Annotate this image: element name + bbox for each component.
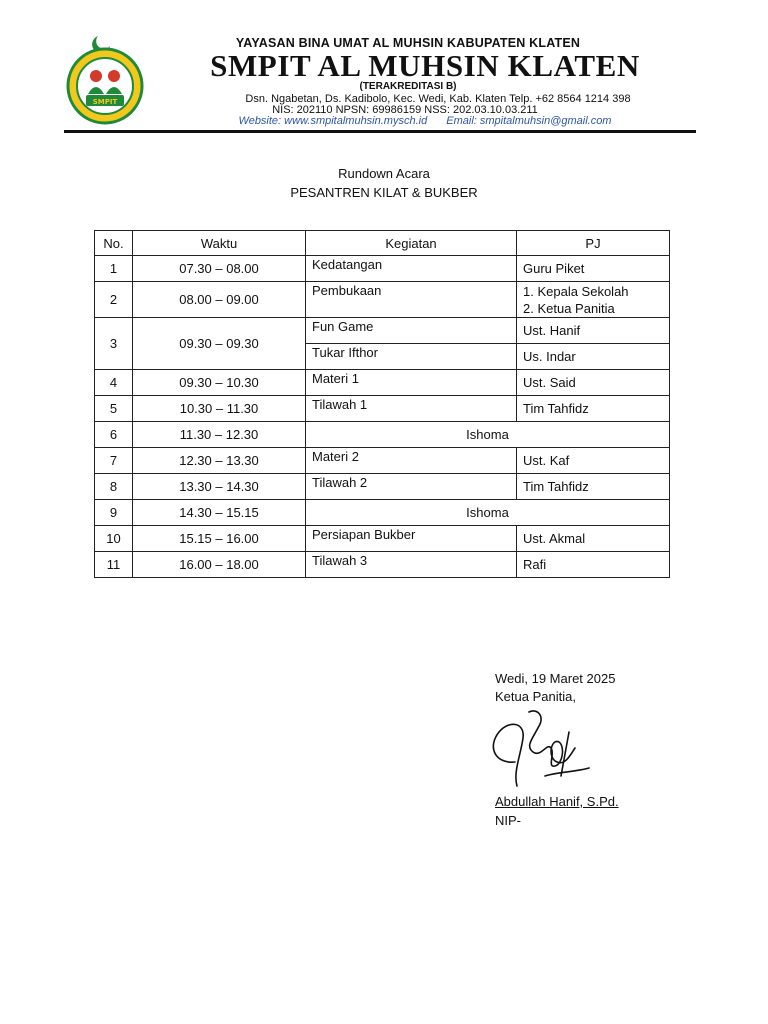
table-row <box>95 256 670 282</box>
school-address: Dsn. Ngabetan, Ds. Kadibolo, Kec. Wedi, Kab. Klaten Telp. +62 8564 1214 398 <box>245 93 631 105</box>
school-logo <box>64 32 146 126</box>
row-no: 4 <box>95 370 133 396</box>
rundown-table <box>94 230 670 578</box>
letterhead <box>0 0 768 140</box>
row-pic: Ust. Hanif <box>517 318 670 344</box>
school-contact <box>150 115 700 127</box>
row-time: 12.30 – 13.30 <box>133 448 306 474</box>
row-no: 9 <box>95 500 133 526</box>
accreditation: (TERAKREDITASI B) <box>359 81 457 92</box>
signer-nip: NIP- <box>495 813 521 828</box>
row-pic-line: 2. Ketua Panitia <box>523 300 615 316</box>
handwritten-signature <box>485 702 595 794</box>
table-row <box>95 282 670 318</box>
letterhead-divider <box>64 130 696 133</box>
row-pic: Us. Indar <box>517 344 670 370</box>
row-activity: Tilawah 1 <box>306 396 517 422</box>
table-row <box>95 318 670 344</box>
logo-text: SMPIT <box>92 98 118 106</box>
row-activity: Tilawah 3 <box>306 552 517 578</box>
table-row <box>95 422 670 448</box>
website-link[interactable]: Website: www.smpitalmuhsin.mysch.id <box>238 115 428 127</box>
row-pic <box>517 282 670 318</box>
foundation-name: YAYASAN BINA UMAT AL MUHSIN KABUPATEN KLATEN <box>235 36 581 50</box>
row-activity: Kedatangan <box>306 256 517 282</box>
school-name: SMPIT AL MUHSIN KLATEN <box>210 48 640 83</box>
row-time: 10.30 – 11.30 <box>133 396 306 422</box>
table-row <box>95 526 670 552</box>
row-activity: Tukar Ifthor <box>306 344 517 370</box>
document-subtitle: PESANTREN KILAT & BUKBER <box>290 185 478 200</box>
row-merged-activity: Ishoma <box>306 422 670 448</box>
row-time: 07.30 – 08.00 <box>133 256 306 282</box>
row-activity: Persiapan Bukber <box>306 526 517 552</box>
table-row <box>95 370 670 396</box>
table-row <box>95 552 670 578</box>
row-time: 11.30 – 12.30 <box>133 422 306 448</box>
row-time: 09.30 – 09.30 <box>133 318 306 370</box>
row-no: 8 <box>95 474 133 500</box>
header-activity: Kegiatan <box>306 231 517 256</box>
row-pic: Ust. Said <box>517 370 670 396</box>
signer-role: Ketua Panitia, <box>495 689 576 704</box>
signer-name: Abdullah Hanif, S.Pd. <box>495 794 619 809</box>
row-no: 11 <box>95 552 133 578</box>
table-row <box>95 500 670 526</box>
row-no: 10 <box>95 526 133 552</box>
row-no: 7 <box>95 448 133 474</box>
row-time: 14.30 – 15.15 <box>133 500 306 526</box>
row-no: 1 <box>95 256 133 282</box>
table-row <box>95 396 670 422</box>
table-row <box>95 474 670 500</box>
table-header-row <box>95 231 670 256</box>
document-title: Rundown Acara <box>338 166 430 181</box>
header-no: No. <box>95 231 133 256</box>
row-merged-activity: Ishoma <box>306 500 670 526</box>
row-activity: Pembukaan <box>306 282 517 318</box>
row-no: 6 <box>95 422 133 448</box>
school-ids: NIS: 202110 NPSN: 69986159 NSS: 202.03.10.03.211 <box>272 104 538 116</box>
table-row <box>95 448 670 474</box>
row-activity: Fun Game <box>306 318 517 344</box>
row-pic: Ust. Akmal <box>517 526 670 552</box>
row-time: 08.00 – 09.00 <box>133 282 306 318</box>
row-pic-line: 1. Kepala Sekolah <box>523 283 629 299</box>
place-date: Wedi, 19 Maret 2025 <box>495 671 616 686</box>
row-time: 09.30 – 10.30 <box>133 370 306 396</box>
row-activity: Materi 1 <box>306 370 517 396</box>
row-no: 2 <box>95 282 133 318</box>
row-activity: Materi 2 <box>306 448 517 474</box>
email-link[interactable]: Email: smpitalmuhsin@gmail.com <box>446 115 612 127</box>
row-no: 5 <box>95 396 133 422</box>
row-time: 16.00 – 18.00 <box>133 552 306 578</box>
row-no: 3 <box>95 318 133 370</box>
header-pic: PJ <box>517 231 670 256</box>
row-pic: Guru Piket <box>517 256 670 282</box>
header-time: Waktu <box>133 231 306 256</box>
row-time: 13.30 – 14.30 <box>133 474 306 500</box>
row-activity: Tilawah 2 <box>306 474 517 500</box>
row-time: 15.15 – 16.00 <box>133 526 306 552</box>
row-pic: Ust. Kaf <box>517 448 670 474</box>
row-pic: Tim Tahfidz <box>517 474 670 500</box>
row-pic: Rafi <box>517 552 670 578</box>
row-pic: Tim Tahfidz <box>517 396 670 422</box>
